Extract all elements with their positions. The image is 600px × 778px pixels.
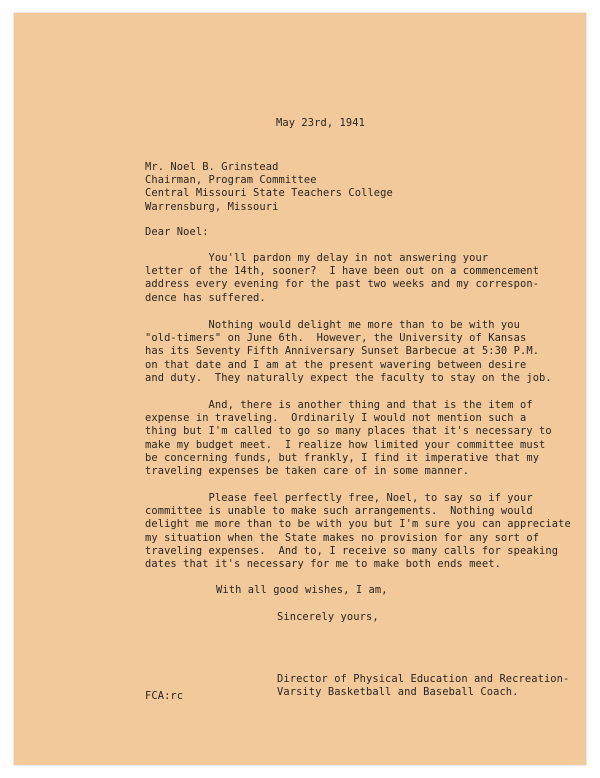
signature-title-line: Varsity Basketball and Baseball Coach. xyxy=(277,686,519,699)
paragraph-line: thing but I'm called to go so many places that it's necessary to xyxy=(145,425,552,438)
paragraph-line: letter of the 14th, sooner? I have been out on a commencement xyxy=(145,265,540,278)
paragraph-1 xyxy=(145,252,539,305)
paragraph-line: traveling expenses. And to, I receive so many calls for speaking xyxy=(145,544,559,557)
recipient-address xyxy=(145,161,393,214)
paragraph-line: dence has suffered. xyxy=(145,291,266,304)
paragraph-line: Nothing would delight me more than to be with you xyxy=(145,319,520,331)
signature-block xyxy=(277,673,569,699)
letter-date: May 23rd, 1941 xyxy=(276,117,365,129)
recipient-line: Warrensburg, Missouri xyxy=(145,200,279,213)
closing-wishes: With all good wishes, I am, xyxy=(216,584,388,596)
closing: Sincerely yours, xyxy=(277,611,379,623)
recipient-line: Central Missouri State Teachers College xyxy=(145,187,393,200)
signature-title-line: Director of Physical Education and Recreation- xyxy=(277,673,570,685)
paragraph-line: dates that it's necessary for me to make both ends meet. xyxy=(145,557,501,570)
paragraph-line: my situation when the State makes no provision for any sort of xyxy=(145,531,540,544)
paragraph-line: traveling expenses be taken care of in some manner. xyxy=(145,464,470,477)
paragraph-line: Please feel perfectly free, Noel, to say so if your xyxy=(145,492,533,504)
paragraph-line: be concerning funds, but frankly, I find it imperative that my xyxy=(145,451,540,464)
paragraph-line: delight me more than to be with you but I'm sure you can appreciate xyxy=(145,518,571,531)
paragraph-line: You'll pardon my delay in not answering your xyxy=(145,252,489,264)
paragraph-line: "old-timers" on June 6th. However, the University of Kansas xyxy=(145,332,527,345)
paragraph-4 xyxy=(145,492,571,571)
paragraph-3 xyxy=(145,399,552,478)
paragraph-line: address every evening for the past two weeks and my correspon- xyxy=(145,278,540,291)
paragraph-line: has its Seventy Fifth Anniversary Sunset Barbecue at 5:30 P.M. xyxy=(145,345,540,358)
recipient-line: Mr. Noel B. Grinstead xyxy=(145,161,279,173)
paragraph-line: make my budget meet. I realize how limited your committee must xyxy=(145,438,546,451)
paragraph-line: and duty. They naturally expect the faculty to stay on the job. xyxy=(145,371,552,384)
recipient-line: Chairman, Program Committee xyxy=(145,174,317,187)
paragraph-line: And, there is another thing and that is the item of xyxy=(145,399,533,411)
paragraph-line: committee is unable to make such arrangements. Nothing would xyxy=(145,505,533,518)
paragraph-line: on that date and I am at the present wavering between desire xyxy=(145,358,527,371)
paragraph-line: expense in traveling. Ordinarily I would not mention such a xyxy=(145,412,527,425)
letter-page xyxy=(14,13,586,765)
typist-initials: FCA:rc xyxy=(145,690,184,702)
salutation: Dear Noel: xyxy=(145,226,209,238)
paragraph-2 xyxy=(145,319,552,385)
